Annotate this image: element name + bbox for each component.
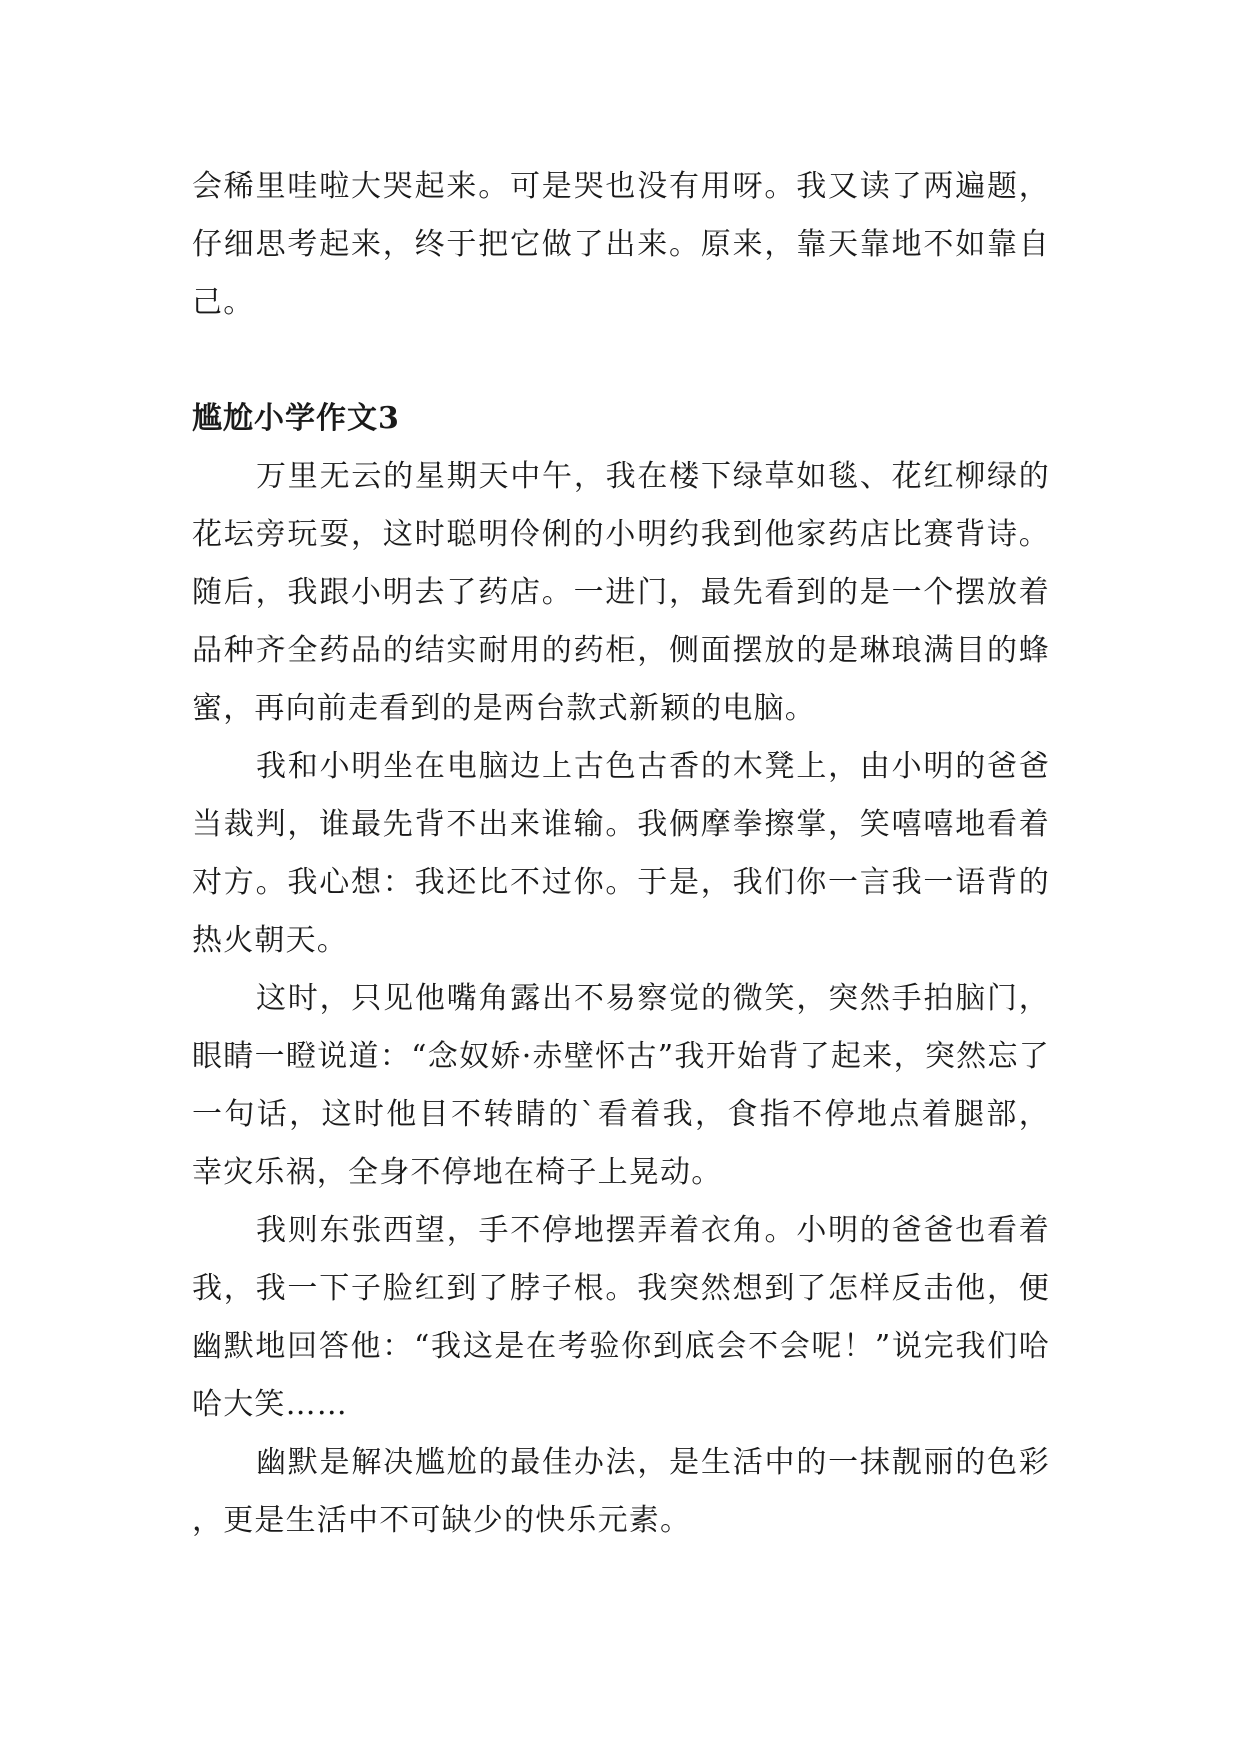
body-paragraph: 这时，只见他嘴角露出不易察觉的微笑，突然手拍脑门，眼睛一瞪说道：“念奴娇·赤壁怀古”我开始背了起来，突然忘了一句话，这时他目不转睛的`看着我，食指不停地点着腿部，幸灾乐祸，全身不停地在椅子上晃动。	[192, 981, 1050, 1190]
lead-paragraph: 会稀里哇啦大哭起来。可是哭也没有用呀。我又读了两遍题，仔细思考起来，终于把它做了出来。原来，靠天靠地不如靠自己。	[192, 169, 1050, 320]
body-paragraph: 我则东张西望，手不停地摆弄着衣角。小明的爸爸也看着我，我一下子脸红到了脖子根。我突然想到了怎样反击他，便幽默地回答他：“我这是在考验你到底会不会呢！”说完我们哈哈大笑……	[192, 1213, 1050, 1422]
body-paragraph: 幽默是解决尴尬的最佳办法，是生活中的一抹靓丽的色彩 ，更是生活中不可缺少的快乐元素。	[192, 1445, 1050, 1538]
body-paragraph: 我和小明坐在电脑边上古色古香的木凳上，由小明的爸爸当裁判，谁最先背不出来谁输。我俩摩拳擦掌，笑嘻嘻地看着对方。我心想：我还比不过你。于是，我们你一言我一语背的热火朝天。	[192, 749, 1050, 958]
body-paragraph: 万里无云的星期天中午，我在楼下绿草如毯、花红柳绿的花坛旁玩耍，这时聪明伶俐的小明约我到他家药店比赛背诗。 随后，我跟小明去了药店。一进门，最先看到的是一个摆放着品种齐全药品的结实耐用的药柜，侧面摆放的是琳琅满目的蜂蜜，再向前走看到的是两台款式新颖的电脑。	[192, 459, 1050, 726]
document-body	[192, 158, 1050, 1550]
section-title: 尴尬小学作文3	[192, 401, 400, 436]
